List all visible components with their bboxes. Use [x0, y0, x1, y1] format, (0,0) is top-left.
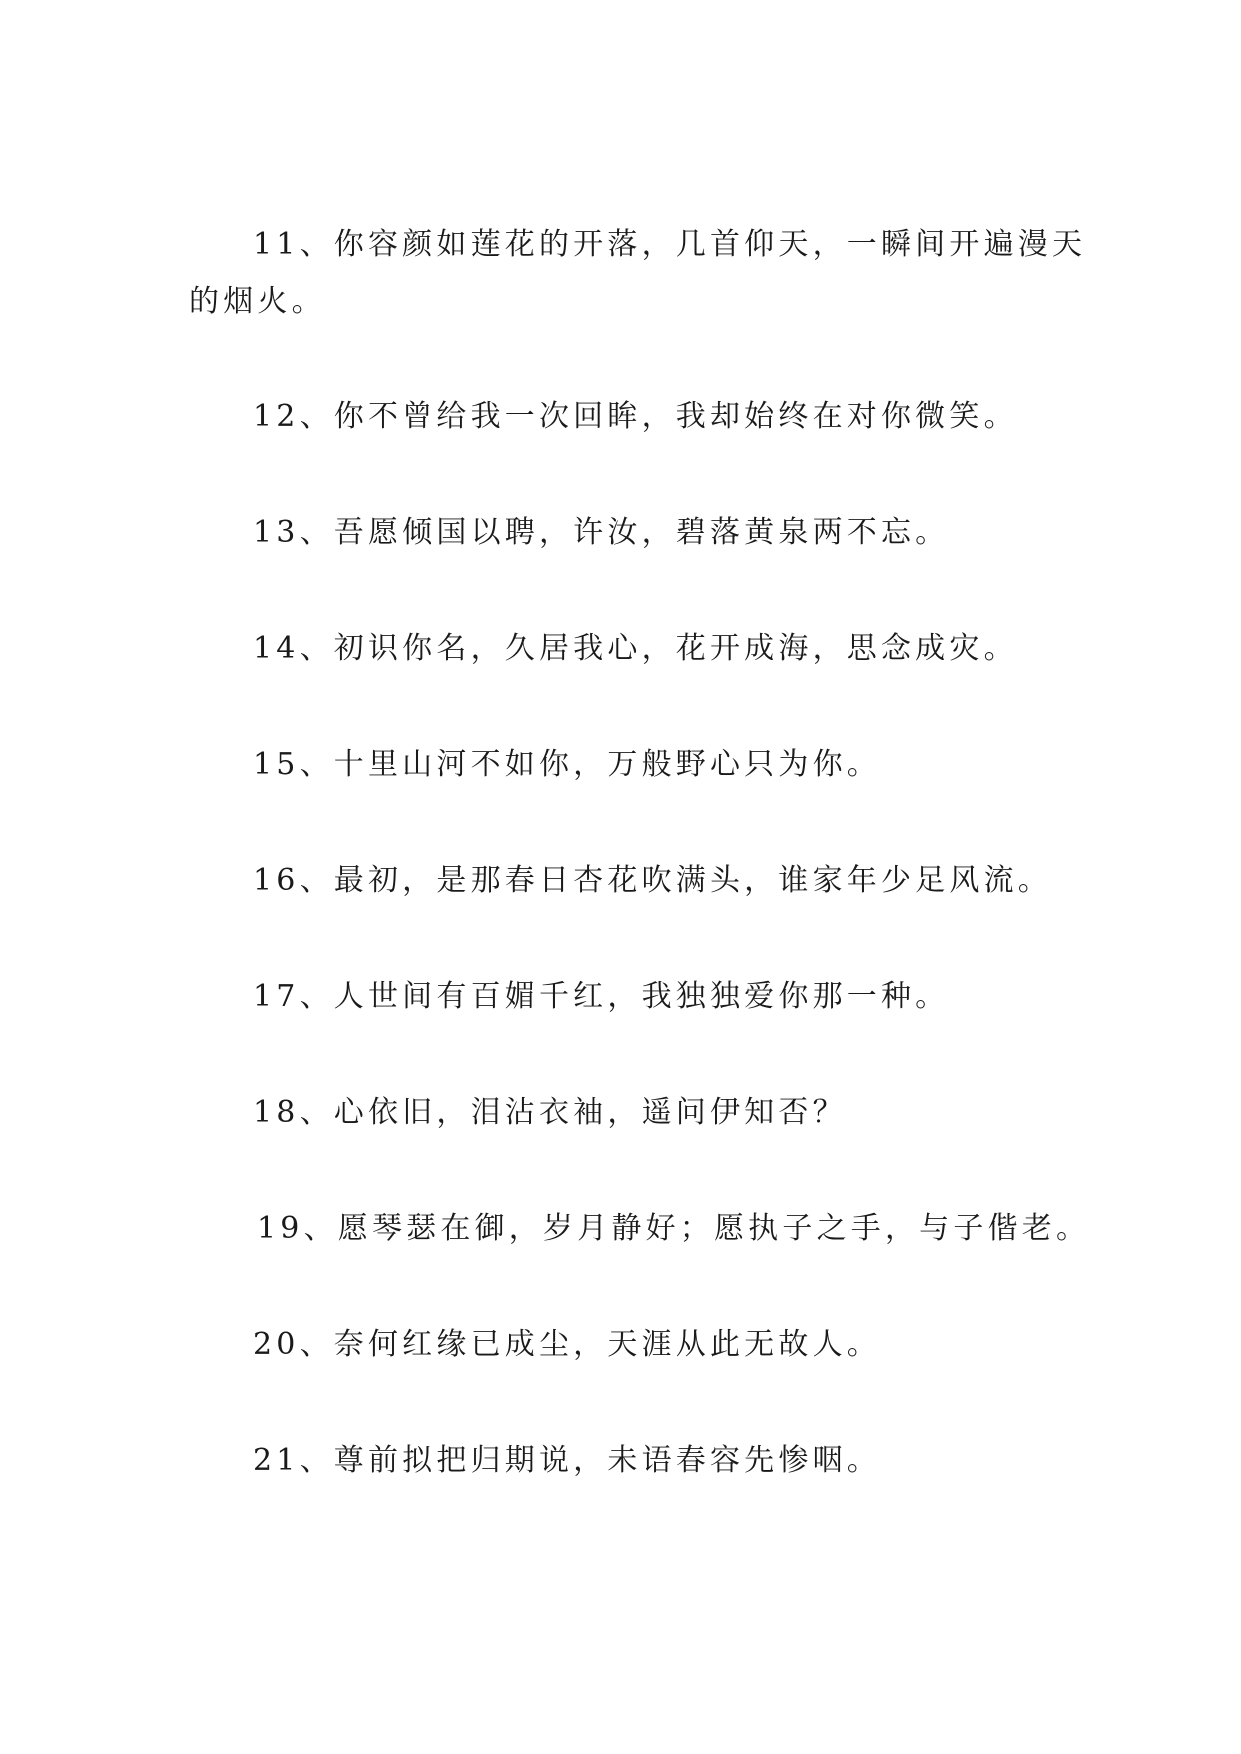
paragraph-16: 16、最初，是那春日杏花吹满头，谁家年少足风流。 — [253, 863, 1052, 898]
paragraph-18: 18、心依旧，泪沾衣袖，遥问伊知否？ — [253, 1095, 847, 1130]
paragraph-12: 12、你不曾给我一次回眸，我却始终在对你微笑。 — [253, 399, 1018, 434]
paragraph-14: 14、初识你名，久居我心，花开成海，思念成灾。 — [253, 631, 1018, 666]
paragraph-11-line-1: 11、你容颜如莲花的开落，几首仰天，一瞬间开遍漫天 — [253, 227, 1087, 262]
paragraph-13: 13、吾愿倾国以聘，许汝，碧落黄泉两不忘。 — [253, 515, 950, 550]
paragraph-11-line-2: 的烟火。 — [189, 284, 326, 319]
paragraph-17: 17、人世间有百媚千红，我独独爱你那一种。 — [253, 979, 950, 1014]
paragraph-19: 19、愿琴瑟在御，岁月静好；愿执子之手，与子偕老。 — [257, 1211, 1091, 1246]
paragraph-11 — [189, 228, 1086, 319]
paragraph-21: 21、尊前拟把归期说，未语春容先惨咽。 — [253, 1443, 881, 1478]
paragraph-20: 20、奈何红缘已成尘，天涯从此无故人。 — [253, 1327, 881, 1362]
paragraph-15: 15、十里山河不如你，万般野心只为你。 — [253, 747, 881, 782]
